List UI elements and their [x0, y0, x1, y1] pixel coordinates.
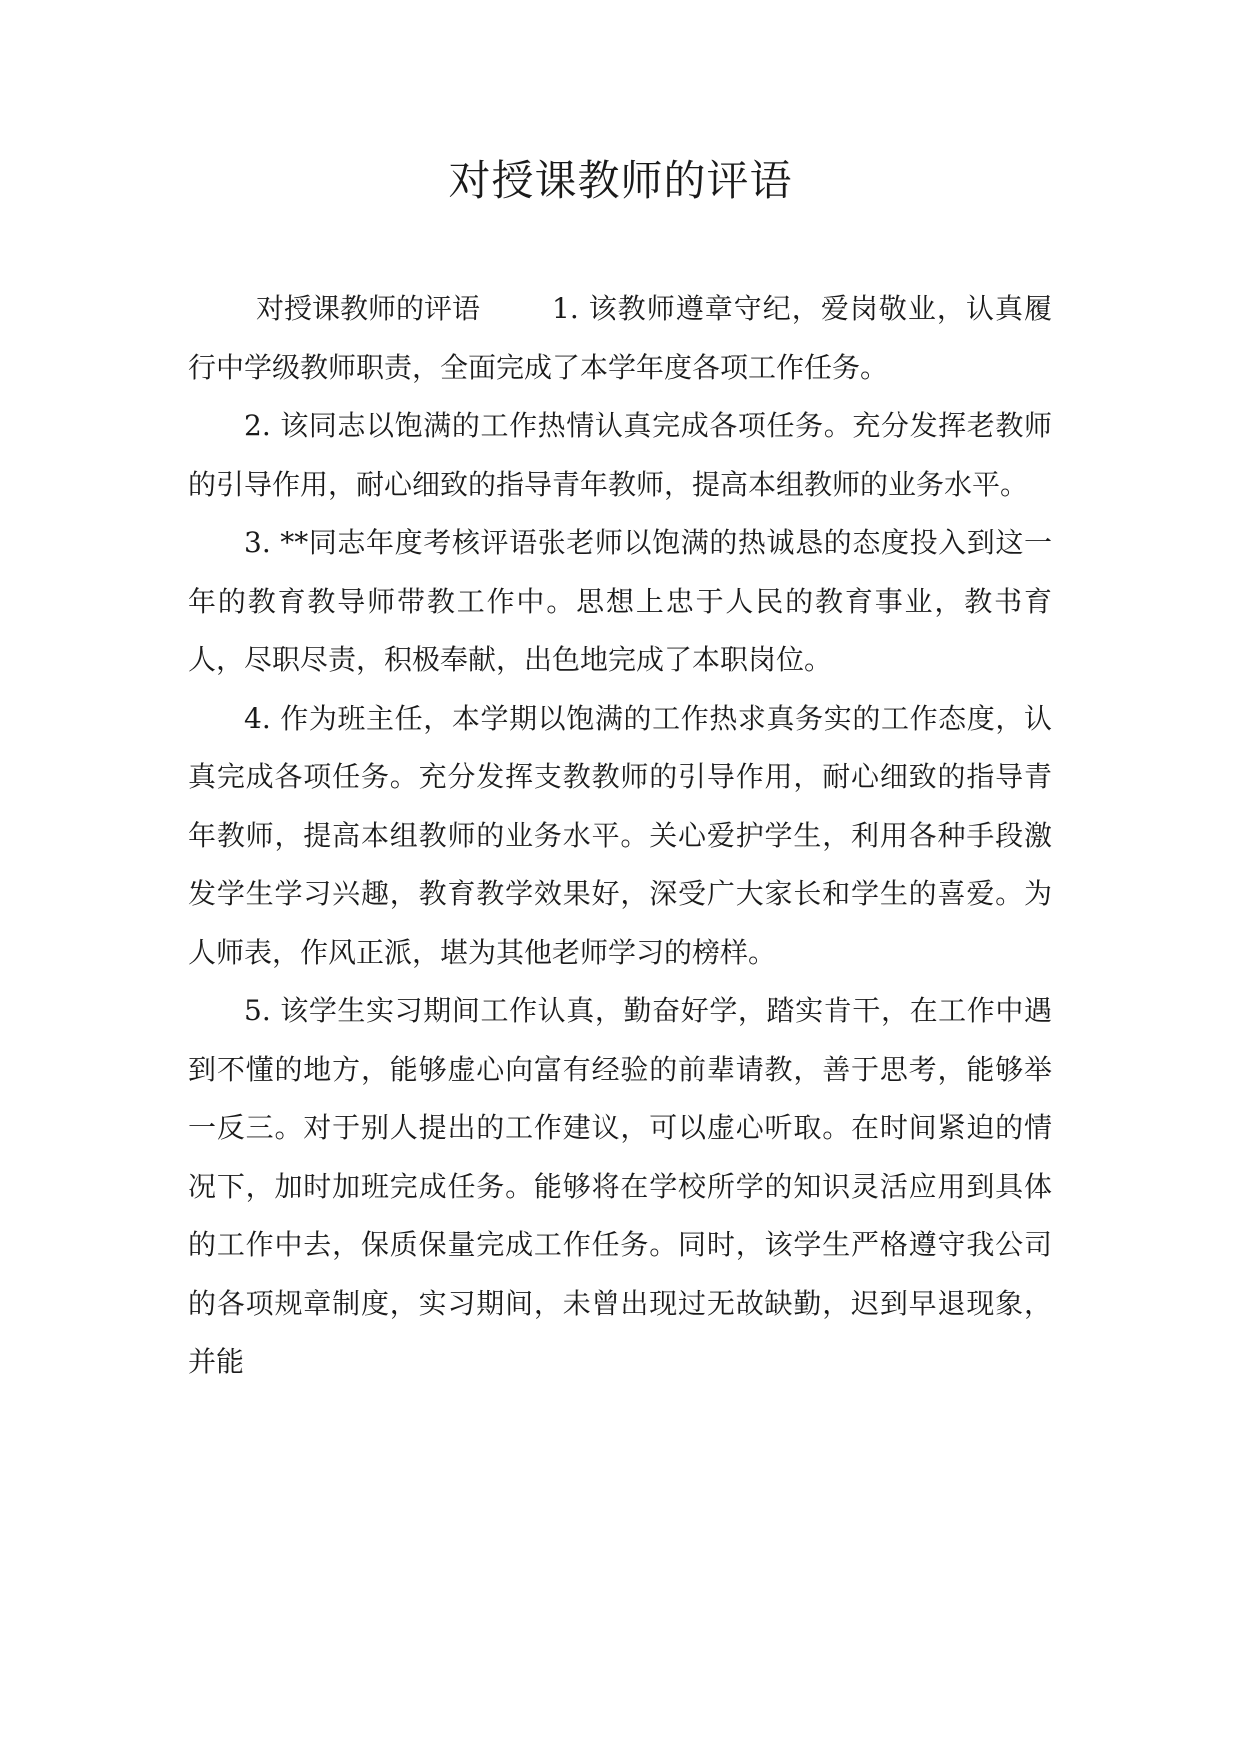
- paragraph-2: 2. 该同志以饱满的工作热情认真完成各项任务。充分发挥老教师的引导作用，耐心细致的指导青年教师，提高本组教师的业务水平。: [188, 409, 1052, 501]
- paragraph-3: 3. **同志年度考核评语张老师以饱满的热诚恳的态度投入到这一年的教育教导师带教工作中。思想上忠于人民的教育事业，教书育人，尽职尽责，积极奉献，出色地完成了本职岗位。: [188, 526, 1052, 676]
- paragraph-1: [188, 280, 1052, 397]
- lead-heading: 对授课教师的评语: [256, 292, 481, 325]
- paragraph-5: 5. 该学生实习期间工作认真，勤奋好学，踏实肯干，在工作中遇到不懂的地方，能够虚心向富有经验的前辈请教，善于思考，能够举一反三。对于别人提出的工作建议，可以虚心听取。在时间紧迫的情况下，加时加班完成任务。能够将在学校所学的知识灵活应用到具体的工作中去，保质保量完成工作任务。同时，该学生严格遵守我公司的各项规章制度，实习期间，未曾出现过无故缺勤，迟到早退现象，并能: [188, 994, 1052, 1378]
- document-body: [188, 280, 1052, 1392]
- paragraph-1-text: 1. 该教师遵章守纪，爱岗敬业，认真履行中学级教师职责，全面完成了本学年度各项工作任务。: [188, 292, 1052, 384]
- document-title: 对授课教师的评语: [448, 156, 793, 205]
- paragraph-4: 4. 作为班主任，本学期以饱满的工作热求真务实的工作态度，认真完成各项任务。充分发挥支教教师的引导作用，耐心细致的指导青年教师，提高本组教师的业务水平。关心爱护学生，利用各种手段激发学生学习兴趣，教育教学效果好，深受广大家长和学生的喜爱。为人师表，作风正派，堪为其他老师学习的榜样。: [188, 701, 1052, 969]
